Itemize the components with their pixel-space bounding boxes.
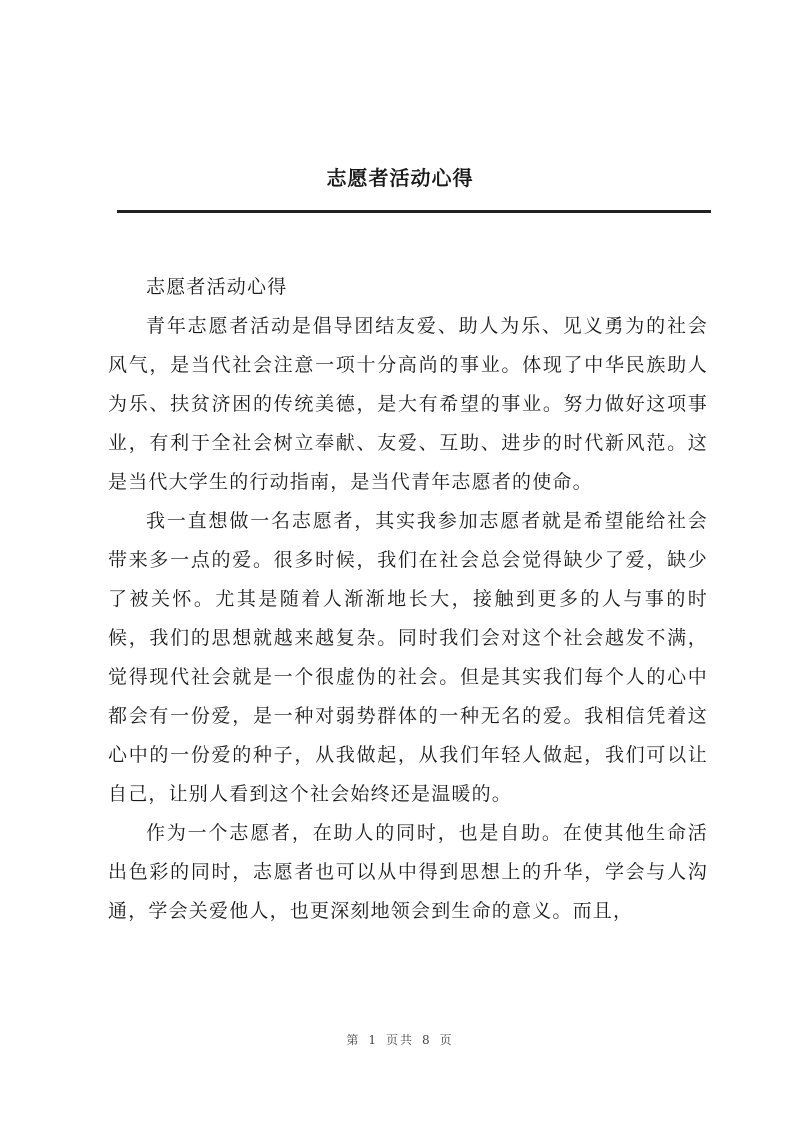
footer-suffix: 页	[439, 1033, 454, 1047]
footer-current-page: 1	[368, 1033, 378, 1047]
paragraph: 作为一个志愿者，在助人的同时，也是自助。在使其他生命活出色彩的同时，志愿者也可以从中得到思想上的升华，学会与人沟通，学会关爱他人，也更深刻地领会到生命的意义。而且，	[108, 822, 708, 922]
paragraph-heading: 志愿者活动心得	[146, 276, 288, 298]
footer-middle: 页共	[385, 1033, 414, 1047]
paragraph: 我一直想做一名志愿者，其实我参加志愿者就是希望能给社会带来多一点的爱。很多时候，我们在社会总会觉得缺少了爱，缺少了被关怀。尤其是随着人渐渐地长大，接触到更多的人与事的时候，我们的思想就越来越复杂。同时我们会对这个社会越发不满，觉得现代社会就是一个很虚伪的社会。但是其实我们每个人的心中都会有一份爱，是一种对弱势群体的一种无名的爱。我相信凭着这心中的一份爱的种子，从我做起，从我们年轻人做起，我们可以让自己，让别人看到这个社会始终还是温暖的。	[108, 510, 708, 805]
document-body	[108, 268, 708, 931]
footer-total-pages: 8	[422, 1033, 432, 1047]
title-divider	[117, 210, 711, 213]
page-footer	[0, 1031, 800, 1048]
page-title: 志愿者活动心得	[326, 166, 474, 190]
paragraph: 青年志愿者活动是倡导团结友爱、助人为乐、见义勇为的社会风气，是当代社会注意一项十分高尚的事业。体现了中华民族助人为乐、扶贫济困的传统美德，是大有希望的事业。努力做好这项事业，有利于全社会树立奉献、友爱、互助、进步的时代新风范。这是当代大学生的行动指南，是当代青年志愿者的使命。	[108, 315, 708, 493]
footer-prefix: 第	[346, 1033, 361, 1047]
